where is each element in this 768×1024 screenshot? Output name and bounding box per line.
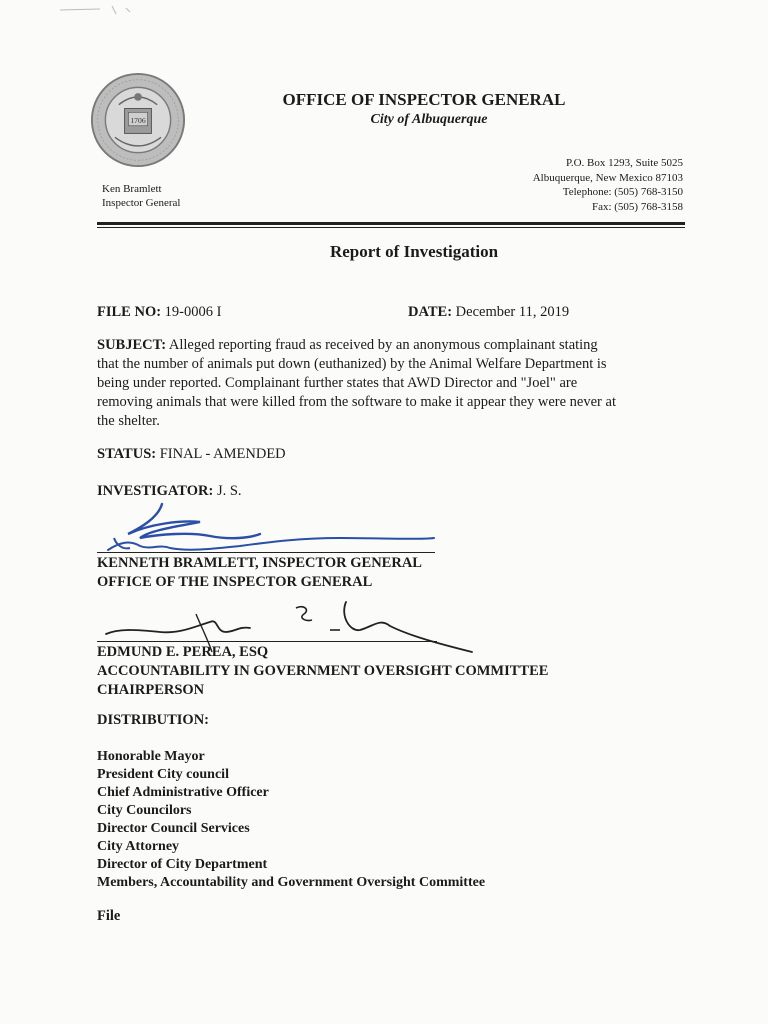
header-rule-thick — [97, 222, 685, 225]
fax: Fax: (505) 768-3158 — [591, 200, 683, 213]
signatory-2 — [97, 643, 548, 700]
distribution-label: DISTRIBUTION: — [97, 712, 209, 728]
date-label: DATE: — [408, 304, 453, 320]
ig-name: Ken Bramlett — [102, 183, 162, 195]
date-row — [408, 304, 569, 321]
status-value: FINAL - AMENDED — [159, 446, 286, 462]
list-item: Honorable Mayor — [97, 749, 205, 764]
investigator-value: J. S. — [216, 483, 242, 499]
signatory-2-title: ACCOUNTABILITY IN GOVERNMENT OVERSIGHT COMMITTEE — [97, 663, 549, 679]
signatory-1-name: KENNETH BRAMLETT, INSPECTOR GENERAL — [97, 555, 422, 571]
date-value: December 11, 2019 — [455, 304, 570, 320]
ig-title: Inspector General — [102, 197, 181, 209]
status-row — [97, 446, 286, 463]
scan-mark — [60, 4, 140, 16]
list-item: Chief Administrative Officer — [97, 785, 269, 800]
investigator-label: INVESTIGATOR: — [97, 483, 214, 499]
list-item: President City council — [97, 767, 229, 782]
file-no-value: 19-0006 I — [164, 304, 222, 320]
signatory-2-name: EDMUND E. PEREA, ESQ — [97, 644, 269, 660]
file-no-label: FILE NO: — [97, 304, 162, 320]
signature-bramlett — [100, 498, 440, 558]
list-item: City Councilors — [97, 803, 192, 818]
signatory-1 — [97, 554, 422, 592]
address-line-2: Albuquerque, New Mexico 87103 — [532, 171, 683, 184]
seal-year: 1706 — [130, 115, 146, 125]
subject-paragraph — [97, 336, 617, 431]
file-label: File — [97, 908, 121, 924]
office-city: City of Albuquerque — [370, 112, 488, 127]
inspector-general-block — [102, 182, 181, 210]
office-title: OFFICE OF INSPECTOR GENERAL — [282, 90, 566, 109]
header-rule-thin — [97, 227, 685, 228]
report-title: Report of Investigation — [329, 242, 499, 261]
status-label: STATUS: — [97, 446, 157, 462]
subject-label: SUBJECT: — [97, 337, 167, 353]
subject-text: Alleged reporting fraud as received by an anonymous complainant stating that the number of animals put down (euthanized) by the Animal Welfare Department is being under reported. Complainant further states that AWD Director and "Joel" are removing animals that were killed from the software to make it appear they were never at the shelter. — [97, 337, 616, 429]
distribution-list — [97, 748, 485, 892]
contact-block — [533, 156, 683, 214]
telephone: Telephone: (505) 768-3150 — [562, 186, 683, 198]
signature-line-1 — [97, 552, 435, 553]
list-item: Members, Accountability and Government Oversight Committee — [97, 875, 486, 890]
signatory-2-role: CHAIRPERSON — [97, 682, 205, 698]
list-item: Director Council Services — [97, 821, 250, 836]
signatory-1-office: OFFICE OF THE INSPECTOR GENERAL — [97, 574, 373, 590]
signature-line-2 — [97, 641, 437, 642]
address-line-1: P.O. Box 1293, Suite 5025 — [565, 157, 683, 169]
list-item: Director of City Department — [97, 857, 268, 872]
list-item: City Attorney — [97, 839, 180, 854]
file-number-row — [97, 304, 221, 321]
